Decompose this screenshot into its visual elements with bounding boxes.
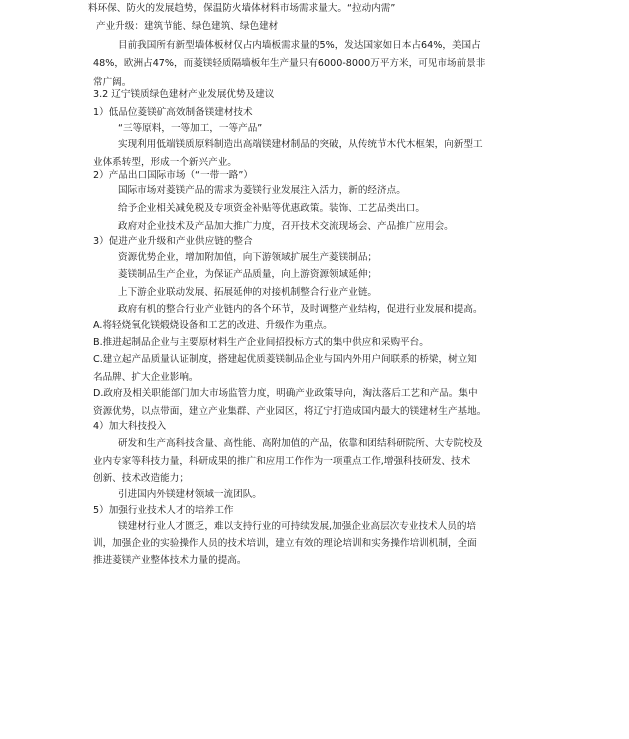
text-line: 政府有机的整合行业产业链内的各个环节，及时调整产业结构，促进行业发展和提高。 [118, 304, 483, 315]
subsection-heading: 1）低品位菱镁矿高效制备镁建材技术 [93, 107, 253, 118]
text-line: 创新、技术改造能力； [93, 473, 189, 484]
subsection-heading: 5）加强行业技术人才的培养工作 [93, 505, 234, 516]
text-line: 常广阔。 [93, 77, 132, 88]
text-line: 目前我国所有新型墙体板材仅占内墙板需求量的5%，发达国家如日本占64%，美国占 [118, 40, 481, 51]
text-line: 研发和生产高科技含量、高性能、高附加值的产品，依靠和团结科研院所、大专院校及 [118, 438, 483, 449]
section-heading: 3.2 辽宁镁质绿色建材产业发展优势及建议 [93, 89, 275, 100]
text-line: 镁建材行业人才匮乏，难以支持行业的可持续发展,加强企业高层次专业技术人员的培 [118, 521, 477, 532]
text-line: 业体系转型，形成一个新兴产业。 [93, 157, 237, 168]
text-line: 名品牌、扩大企业影响。 [93, 372, 199, 383]
text-line: 资源优势企业，增加附加值，向下游领域扩展生产菱镁制品； [118, 252, 378, 263]
text-line: 48%，欧洲占47%，而菱镁轻质隔墙板年生产量只有6000-8000万平方米，可见市场前景非 [93, 58, 486, 69]
text-line: 实现利用低端镁质原料制造出高端镁建材制品的突破，从传统节木代木框架，向新型工 [118, 139, 483, 150]
text-line: A.将轻烧氧化镁煅烧设备和工艺的改进、升级作为重点。 [93, 320, 333, 331]
text-line: 政府对企业技术及产品加大推广力度，召开技术交流现场会、产品推广应用会。 [118, 221, 454, 232]
text-line: 国际市场对菱镁产品的需求为菱镁行业发展注入活力，新的经济点。 [118, 185, 406, 196]
text-line: 资源优势，以点带面，建立产业集群、产业园区，将辽宁打造成国内最大的镁建材生产基地。 [93, 406, 487, 417]
subsection-heading: 3）促进产业升级和产业供应链的整合 [93, 236, 253, 247]
text-line: 推进菱镁产业整体技术力量的提高。 [93, 555, 247, 566]
text-line: 上下游企业联动发展、拓展延伸的对接机制整合行业产业链。 [118, 287, 378, 298]
text-line: 菱镁制品生产企业，为保证产品质量，向上游资源领域延伸； [118, 269, 378, 280]
text-line: B.推进起制品企业与主要原材料生产企业间招投标方式的集中供应和采购平台。 [93, 337, 429, 348]
text-line: 训，加强企业的实验操作人员的技术培训，建立有效的理论培训和实务操作培训机制，全面 [93, 538, 477, 549]
text-line: 给予企业相关减免税及专项资金补贴等优惠政策。装饰、工艺品类出口。 [118, 203, 425, 214]
text-line: 业内专家等科技力量，科研成果的推广和应用工作作为一项重点工作,增强科技研发、技术 [93, 456, 471, 467]
text-line: 产业升级：建筑节能、绿色建筑、绿色建材 [96, 21, 279, 32]
text-line: D.政府及相关职能部门加大市场监管力度，明确产业政策导向，淘汰落后工艺和产品。集中 [93, 388, 478, 399]
text-line: 料环保、防火的发展趋势，保温防火墙体材料市场需求量大。“拉动内需” [88, 3, 396, 14]
text-line: “三等原料，一等加工，一等产品” [118, 123, 263, 134]
subsection-heading: 4）加大科技投入 [93, 421, 167, 432]
subsection-heading: 2）产品出口国际市场（“一带一路”） [93, 170, 253, 181]
text-line: C.建立起产品质量认证制度，搭建起优质菱镁制品企业与国内外用户间联系的桥梁，树立知 [93, 354, 477, 365]
page-blank-area [0, 570, 629, 739]
text-line: 引进国内外镁建材领域一流团队。 [118, 489, 262, 500]
